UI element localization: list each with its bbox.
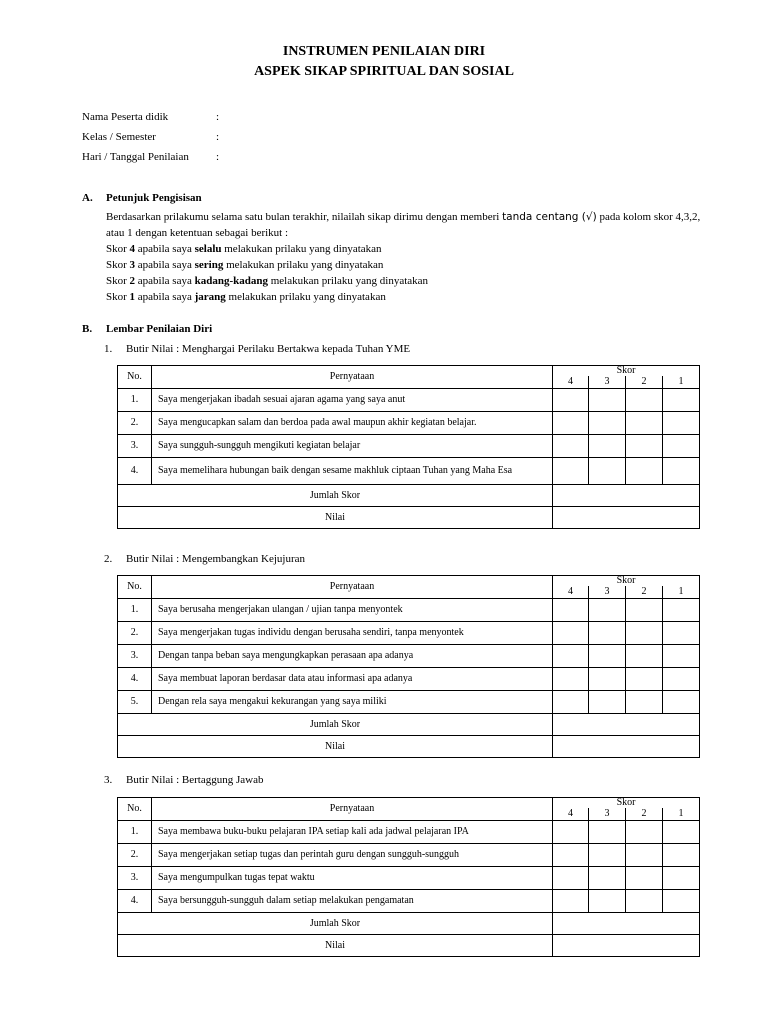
score-cell[interactable]	[589, 843, 626, 866]
score-col-4: 4	[553, 376, 589, 388]
score-rule: Skor 3 apabila saya sering melakukan prilaku yang dinyatakan	[106, 259, 384, 271]
score-cell[interactable]	[663, 644, 700, 667]
item-heading: 3. Butir Nilai : Bertaggung Jawab	[104, 774, 264, 786]
score-cell[interactable]	[589, 889, 626, 912]
header-score: Skor	[553, 798, 700, 809]
item-heading: 1. Butir Nilai : Menghargai Perilaku Bertakwa kepada Tuhan YME	[104, 343, 411, 355]
score-cell[interactable]	[589, 411, 626, 434]
score-cell[interactable]	[626, 843, 663, 866]
score-cell[interactable]	[663, 457, 700, 484]
score-cell[interactable]	[626, 820, 663, 843]
section-title: Petunjuk Pengisisan	[106, 192, 202, 204]
score-cell[interactable]	[553, 434, 589, 457]
table-row: 3. Dengan tanpa beban saya mengungkapkan perasaan apa adanya	[118, 644, 700, 667]
score-table-1	[117, 365, 700, 529]
instructions	[106, 209, 706, 305]
score-cell[interactable]	[663, 388, 700, 411]
total-cell[interactable]	[553, 713, 700, 735]
header-score: Skor	[553, 576, 700, 587]
total-label: Jumlah Skor	[118, 484, 553, 506]
score-cell[interactable]	[589, 621, 626, 644]
total-label: Jumlah Skor	[118, 912, 553, 934]
score-cell[interactable]	[626, 667, 663, 690]
document-title: INSTRUMEN PENILAIAN DIRI	[282, 44, 486, 59]
section-a-heading	[82, 192, 202, 204]
identity-label: Nama Peserta didik	[82, 111, 169, 123]
score-cell[interactable]	[663, 820, 700, 843]
header-score: Skor	[553, 366, 700, 377]
score-cell[interactable]	[589, 457, 626, 484]
table-row: 1. Saya mengerjakan ibadah sesuai ajaran agama yang saya anut	[118, 388, 700, 411]
grade-row	[118, 934, 700, 956]
score-cell[interactable]	[589, 434, 626, 457]
score-col-1: 1	[663, 376, 700, 388]
score-cell[interactable]	[589, 644, 626, 667]
score-cell[interactable]	[663, 690, 700, 713]
score-cell[interactable]	[626, 388, 663, 411]
grade-cell[interactable]	[553, 934, 700, 956]
table-row: 3. Saya mengumpulkan tugas tepat waktu	[118, 866, 700, 889]
table-row: 1. Saya berusaha mengerjakan ulangan / ujian tanpa menyontek	[118, 598, 700, 621]
score-cell[interactable]	[626, 621, 663, 644]
score-cell[interactable]	[663, 598, 700, 621]
identity-row-date	[82, 151, 219, 163]
grade-cell[interactable]	[553, 735, 700, 757]
score-cell[interactable]	[553, 820, 589, 843]
score-cell[interactable]	[663, 411, 700, 434]
score-cell[interactable]	[589, 820, 626, 843]
header-no: No.	[118, 798, 152, 821]
score-cell[interactable]	[553, 843, 589, 866]
score-cell[interactable]	[589, 598, 626, 621]
score-cell[interactable]	[663, 667, 700, 690]
score-cell[interactable]	[553, 667, 589, 690]
table-row: 4. Saya bersungguh-sungguh dalam setiap melakukan pengamatan	[118, 889, 700, 912]
table-row: 2. Saya mengerjakan tugas individu dengan berusaha sendiri, tanpa menyontek	[118, 621, 700, 644]
score-cell[interactable]	[553, 866, 589, 889]
item-heading: 2. Butir Nilai : Mengembangkan Kejujuran	[104, 553, 306, 565]
score-cell[interactable]	[663, 621, 700, 644]
table-row: 4. Saya membuat laporan berdasar data atau informasi apa adanya	[118, 667, 700, 690]
score-cell[interactable]	[589, 388, 626, 411]
table-row: 1. Saya membawa buku-buku pelajaran IPA setiap kali ada jadwal pelajaran IPA	[118, 820, 700, 843]
section-b-heading	[82, 323, 212, 335]
score-cell[interactable]	[663, 866, 700, 889]
grade-label: Nilai	[118, 506, 553, 528]
identity-row-name	[82, 111, 219, 123]
table-row: 3. Saya sungguh-sungguh mengikuti kegiatan belajar	[118, 434, 700, 457]
header-no: No.	[118, 576, 152, 599]
score-cell[interactable]	[663, 889, 700, 912]
identity-separator: :	[216, 111, 220, 123]
table-row: 4. Saya memelihara hubungan baik dengan sesame makhluk ciptaan Tuhan yang Maha Esa	[118, 457, 700, 484]
header-statement: Pernyataan	[152, 576, 553, 599]
grade-row	[118, 735, 700, 757]
score-cell[interactable]	[663, 843, 700, 866]
score-cell[interactable]	[626, 457, 663, 484]
score-col-3: 3	[589, 586, 626, 598]
header-no: No.	[118, 366, 152, 389]
score-cell[interactable]	[553, 644, 589, 667]
grade-label: Nilai	[118, 934, 553, 956]
score-col-2: 2	[626, 808, 663, 820]
score-rule: Skor 4 apabila saya selalu melakukan prilaku yang dinyatakan	[106, 243, 382, 255]
score-rule: Skor 1 apabila saya jarang melakukan prilaku yang dinyatakan	[106, 291, 386, 303]
header-statement: Pernyataan	[152, 798, 553, 821]
score-table-2	[117, 575, 700, 758]
grade-cell[interactable]	[553, 506, 700, 528]
score-cell[interactable]	[589, 866, 626, 889]
score-col-4: 4	[553, 586, 589, 598]
section-letter: A.	[82, 192, 93, 204]
total-cell[interactable]	[553, 912, 700, 934]
instruction-line: Berdasarkan prilakumu selama satu bulan terakhir, nilailah sikap dirimu dengan memberi tanda centang (√) pada kolom skor 4,3,2,	[106, 211, 701, 223]
score-cell[interactable]	[589, 690, 626, 713]
score-col-1: 1	[663, 586, 700, 598]
score-cell[interactable]	[663, 434, 700, 457]
grade-row	[118, 506, 700, 528]
score-cell[interactable]	[589, 667, 626, 690]
score-table-3	[117, 797, 700, 957]
identity-label: Kelas / Semester	[82, 131, 156, 143]
total-label: Jumlah Skor	[118, 713, 553, 735]
score-cell[interactable]	[626, 690, 663, 713]
score-cell[interactable]	[553, 621, 589, 644]
score-cell[interactable]	[553, 598, 589, 621]
score-rule: Skor 2 apabila saya kadang-kadang melakukan prilaku yang dinyatakan	[106, 275, 429, 287]
identity-label: Hari / Tanggal Penilaian	[82, 151, 189, 163]
score-col-2: 2	[626, 586, 663, 598]
section-letter: B.	[82, 323, 93, 335]
identity-row-class	[82, 131, 219, 143]
score-cell[interactable]	[626, 644, 663, 667]
total-row	[118, 484, 700, 506]
total-cell[interactable]	[553, 484, 700, 506]
table-row: 5. Dengan rela saya mengakui kekurangan yang saya miliki	[118, 690, 700, 713]
score-col-2: 2	[626, 376, 663, 388]
total-row	[118, 912, 700, 934]
instruction-line: atau 1 dengan ketentuan sebagai berikut :	[106, 227, 289, 239]
score-col-4: 4	[553, 808, 589, 820]
score-cell[interactable]	[553, 411, 589, 434]
identity-separator: :	[216, 151, 220, 163]
document-subtitle: ASPEK SIKAP SPIRITUAL DAN SOSIAL	[254, 64, 514, 79]
header-statement: Pernyataan	[152, 366, 553, 389]
grade-label: Nilai	[118, 735, 553, 757]
score-cell[interactable]	[626, 598, 663, 621]
score-col-3: 3	[589, 376, 626, 388]
score-cell[interactable]	[626, 434, 663, 457]
score-cell[interactable]	[553, 889, 589, 912]
score-cell[interactable]	[553, 690, 589, 713]
score-cell[interactable]	[553, 388, 589, 411]
table-row: 2. Saya mengucapkan salam dan berdoa pada awal maupun akhir kegiatan belajar.	[118, 411, 700, 434]
checkmark-label: tanda centang (√)	[502, 211, 597, 223]
total-row	[118, 713, 700, 735]
score-cell[interactable]	[626, 866, 663, 889]
section-title: Lembar Penilaian Diri	[106, 323, 213, 335]
score-cell[interactable]	[626, 411, 663, 434]
table-row: 2. Saya mengerjakan setiap tugas dan perintah guru dengan sungguh-sungguh	[118, 843, 700, 866]
identity-separator: :	[216, 131, 220, 143]
score-col-1: 1	[663, 808, 700, 820]
score-col-3: 3	[589, 808, 626, 820]
score-cell[interactable]	[553, 457, 589, 484]
score-cell[interactable]	[626, 889, 663, 912]
